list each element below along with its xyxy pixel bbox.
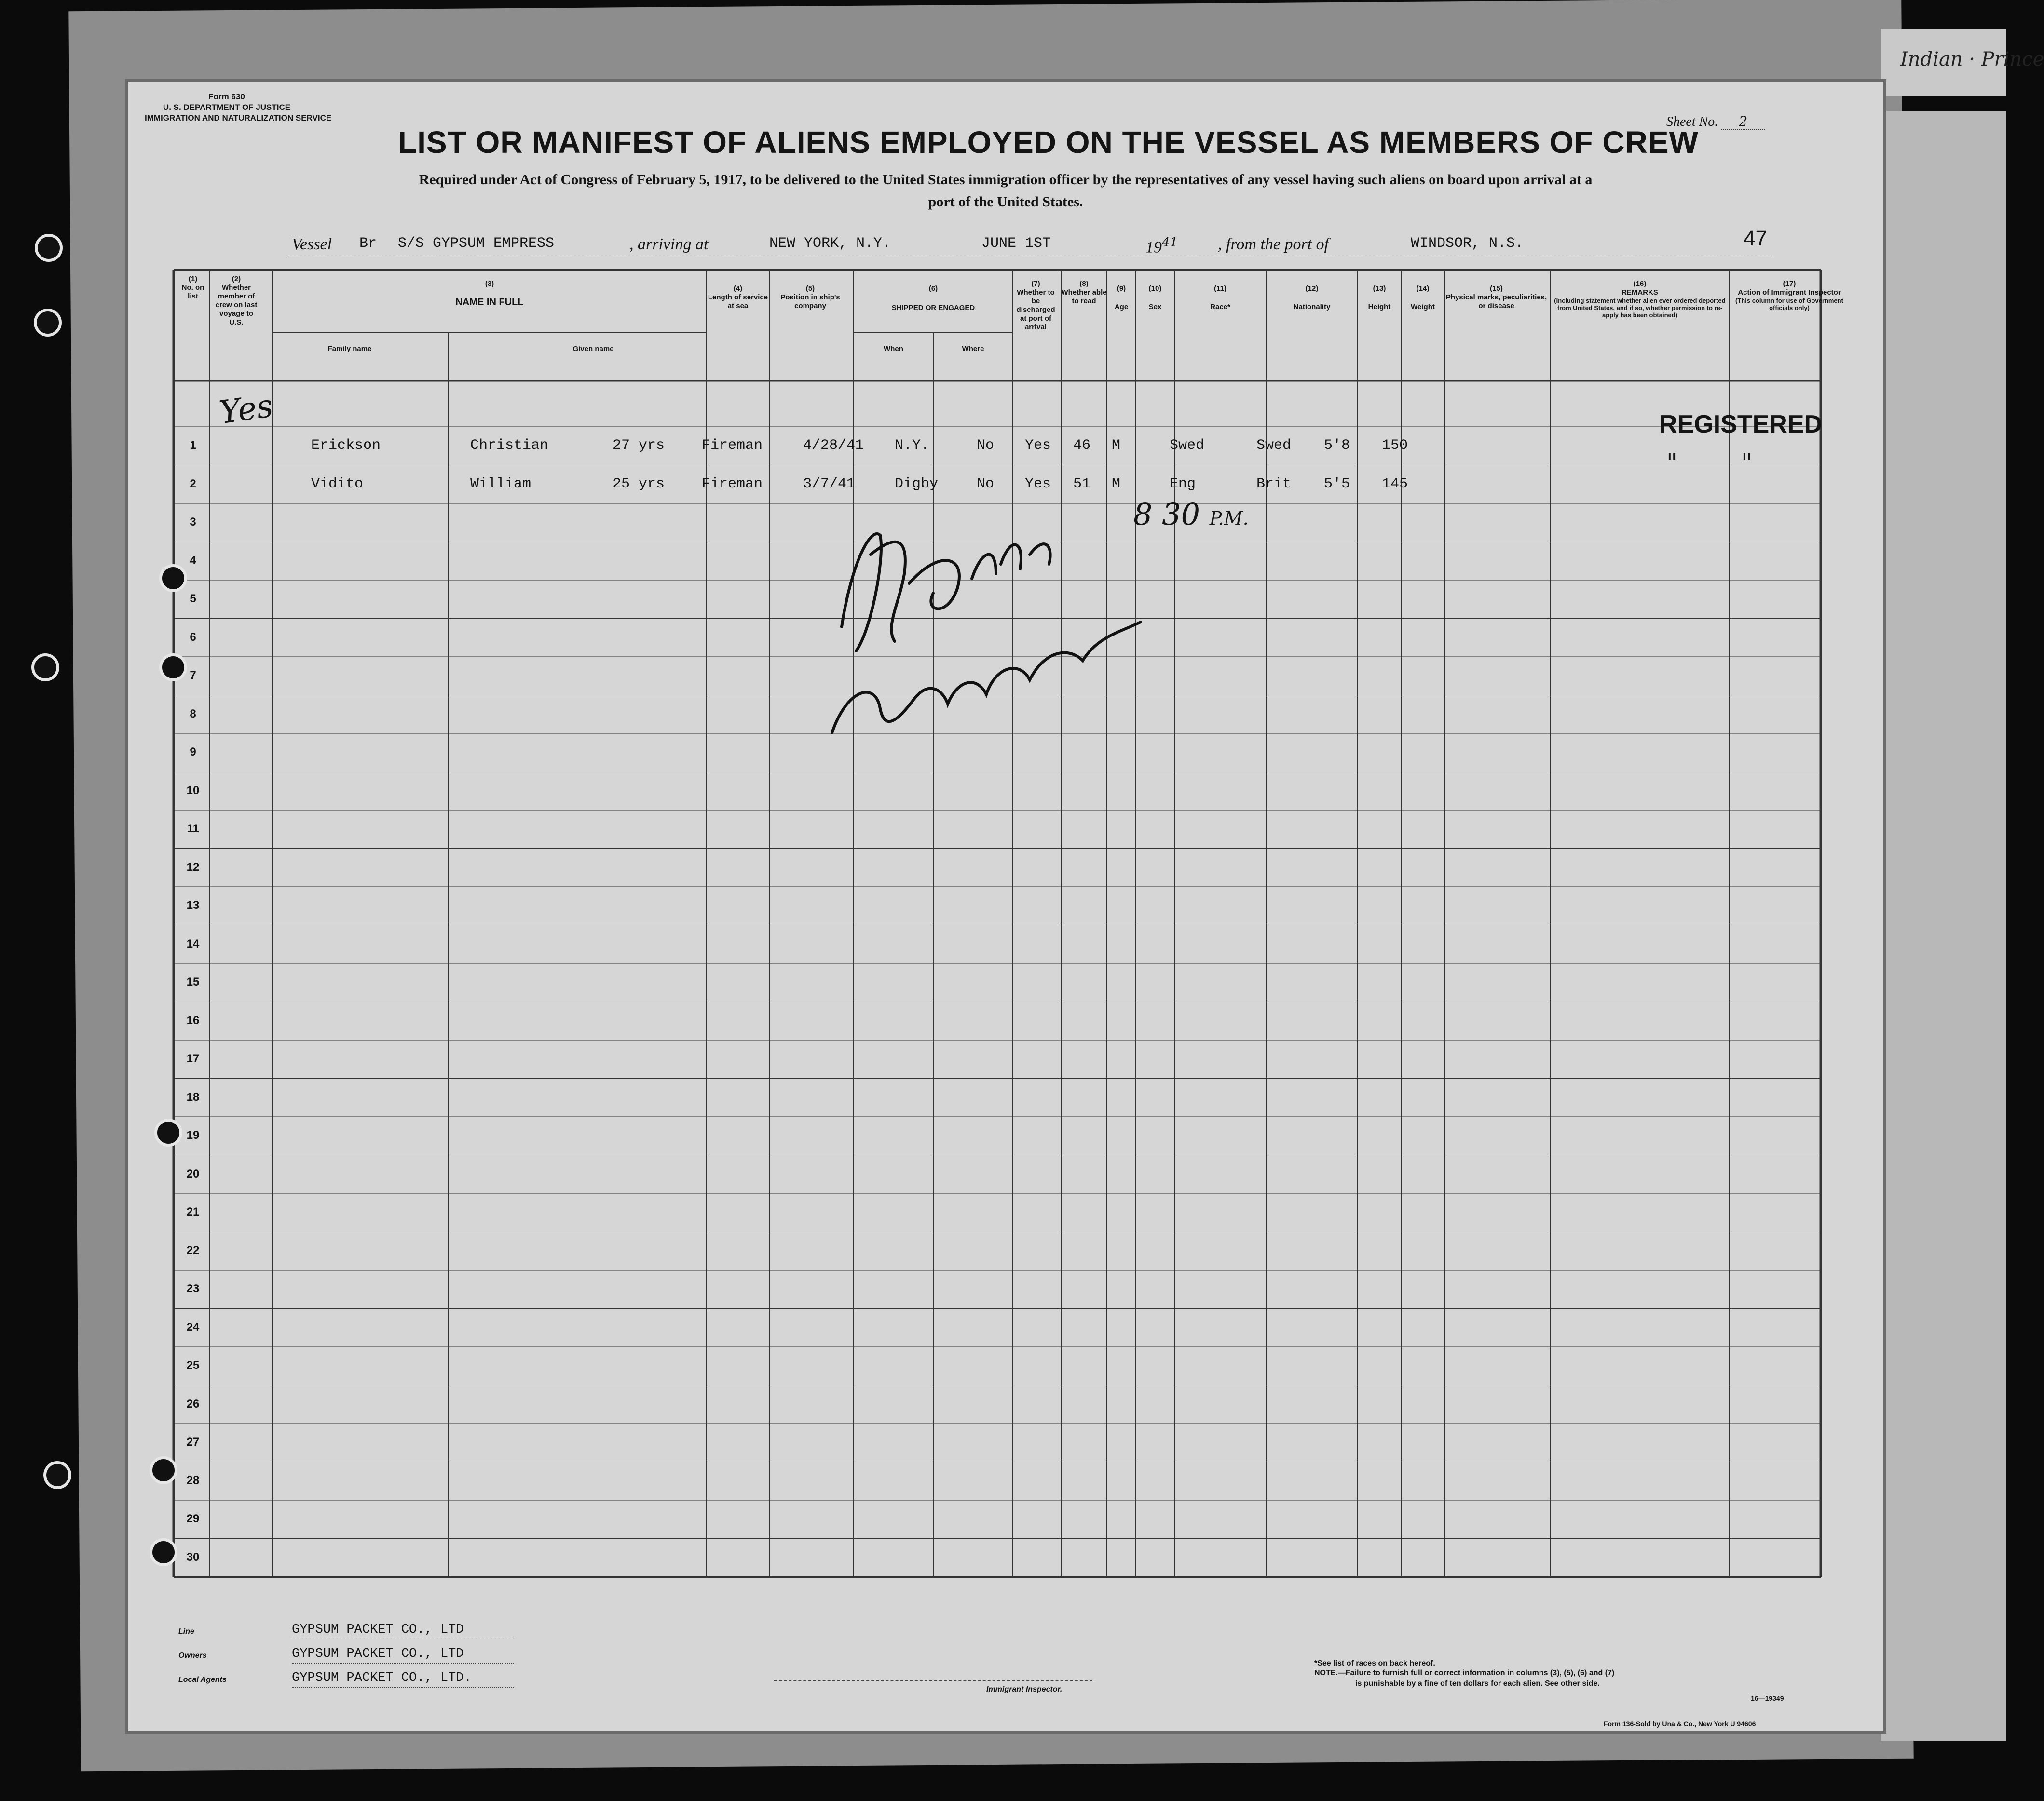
col-5-header: [769, 284, 851, 311]
row-number: 27: [186, 1435, 200, 1449]
col-14-num: (14): [1416, 284, 1430, 293]
col-1-num: (1): [188, 275, 198, 283]
footer-line-label: Line: [178, 1627, 194, 1636]
row-number: 13: [186, 899, 200, 912]
crew-where-cell: N.Y.: [895, 437, 930, 454]
col-15-num: (15): [1490, 284, 1503, 293]
crew-family-cell: Erickson: [311, 437, 381, 454]
crew-age-cell: 51: [1073, 475, 1091, 492]
from-port-label: , from the port of: [1218, 235, 1329, 253]
col-16-sub: (Including statement whether alien ever ordered deported from United States, and if so, whether permission to re-apply has been obtained): [1554, 297, 1726, 319]
crew-given-cell: Christian: [470, 437, 549, 454]
col-7-num: (7): [1031, 280, 1040, 288]
col-12-num: (12): [1305, 284, 1319, 293]
col-11-label: Race*: [1210, 303, 1230, 311]
manifest-page: [128, 82, 1883, 1731]
yes-handwritten: Yes: [217, 387, 275, 432]
punch-hole: [159, 564, 187, 592]
row-number: 15: [186, 975, 200, 989]
row-number: 5: [190, 592, 196, 605]
crew-nationality-cell: Swed: [1256, 437, 1292, 454]
time-value: 8 30: [1133, 497, 1200, 532]
col-4-header: [707, 284, 769, 311]
col-11-header: [1174, 284, 1266, 311]
arrival-port: NEW YORK, N.Y.: [769, 235, 891, 252]
crew-position-cell: Fireman: [702, 437, 763, 454]
crew-when-cell: 4/28/41: [803, 437, 864, 454]
crew-service-cell: 27 yrs: [613, 437, 665, 454]
row-number: 9: [190, 745, 196, 758]
top-note: Indian · Prince: [1900, 48, 2044, 70]
vessel-flag: Br: [359, 235, 377, 252]
col-9-header: [1107, 284, 1136, 311]
from-port: WINDSOR, N.S.: [1411, 235, 1524, 252]
sheet-no-value: 2: [1721, 113, 1765, 130]
row-number: 12: [186, 860, 200, 874]
row-number: 26: [186, 1397, 200, 1410]
punch-hole: [150, 1538, 177, 1566]
row-number: 1: [190, 439, 196, 452]
row-number: 2: [190, 477, 196, 490]
row-number: 19: [186, 1129, 200, 1142]
crew-family-cell: Vidito: [311, 475, 364, 492]
col-9-label: Age: [1114, 303, 1129, 311]
col-8-header: [1061, 280, 1107, 306]
row-number: 20: [186, 1167, 200, 1180]
crew-read-cell: Yes: [1025, 475, 1051, 492]
col-1-header: [176, 275, 210, 301]
punch-hole: [43, 1461, 71, 1489]
col-10-num: (10): [1148, 284, 1162, 293]
col-6-num: (6): [928, 284, 938, 293]
crew-where-cell: Digby: [895, 475, 939, 492]
inspector-label: Immigrant Inspector.: [986, 1685, 1063, 1693]
row-number: 14: [186, 937, 200, 950]
time-suffix: P.M.: [1209, 508, 1249, 529]
row-number: 6: [190, 630, 196, 644]
col-6-when-label: When: [884, 345, 903, 353]
inspector-signature-line: [774, 1680, 1092, 1681]
crew-age-cell: 46: [1073, 437, 1091, 454]
tab-sheet: [1881, 29, 2044, 96]
col-7-header: [1013, 280, 1059, 332]
footer-owners-value: GYPSUM PACKET CO., LTD: [292, 1647, 464, 1661]
punch-hole: [34, 309, 62, 337]
col-4-label: Length of service at sea: [708, 293, 768, 310]
col-8-num: (8): [1079, 280, 1089, 288]
col-2-label: Whether member of crew on last voyage to U.S.: [215, 284, 258, 326]
row-number: 7: [190, 669, 196, 682]
col-16-label: REMARKS: [1622, 288, 1658, 297]
crew-race-cell: Swed: [1170, 437, 1205, 454]
col-17-header: [1729, 280, 1850, 311]
vessel-name: S/S GYPSUM EMPRESS: [398, 235, 555, 252]
col-6-label: SHIPPED OR ENGAGED: [891, 304, 975, 312]
col-17-sub: (This column for use of Government officials only): [1735, 297, 1843, 311]
punch-hole: [150, 1456, 177, 1484]
footer-line-value: GYPSUM PACKET CO., LTD: [292, 1623, 464, 1637]
row-number: 11: [187, 822, 199, 835]
row-number: 21: [186, 1205, 200, 1219]
punch-hole: [35, 234, 63, 262]
printer-imprint: Form 136-Sold by Una & Co., New York U 94606: [1604, 1720, 1756, 1728]
col-15-header: [1444, 284, 1548, 311]
row-number: 30: [186, 1550, 200, 1564]
footer-owners-rule: [292, 1663, 514, 1664]
service: IMMIGRATION AND NATURALIZATION SERVICE: [145, 113, 332, 122]
col-4-num: (4): [733, 284, 743, 293]
crew-race-cell: Eng: [1170, 475, 1196, 492]
row-number: 3: [190, 515, 196, 528]
col-12-label: Nationality: [1293, 303, 1331, 311]
row-number: 18: [186, 1090, 200, 1104]
row-number: 29: [186, 1512, 200, 1525]
col-3-header: [273, 280, 707, 307]
right-sheet-edge: [1881, 111, 2006, 1741]
col-2-num: (2): [232, 275, 241, 283]
crew-service-cell: 25 yrs: [613, 475, 665, 492]
col-3-family-label: Family name: [327, 345, 372, 353]
year-prefix: 19: [1145, 238, 1162, 257]
crew-discharged-cell: No: [977, 437, 995, 454]
footnote-penalty-1: NOTE.—Failure to furnish full or correct information in columns (3), (5), (6) and (7): [1314, 1669, 1615, 1677]
crew-weight-cell: 145: [1382, 475, 1408, 492]
subtitle-line-2: port of the United States.: [928, 194, 1083, 210]
row-number: 10: [186, 784, 200, 797]
col-3-label: NAME IN FULL: [455, 297, 524, 308]
arrival-date: JUNE 1ST: [981, 235, 1051, 252]
col-13-label: Height: [1368, 303, 1391, 311]
department: U. S. DEPARTMENT OF JUSTICE: [163, 103, 291, 112]
col-14-label: Weight: [1411, 303, 1435, 311]
footnote-penalty-2: is punishable by a fine of ten dollars for each alien. See other side.: [1355, 1679, 1600, 1688]
row-number: 23: [186, 1282, 200, 1295]
col-9-num: (9): [1117, 284, 1126, 293]
form-code: 16—19349: [1751, 1694, 1784, 1702]
form-number: Form 630: [208, 92, 245, 101]
col-5-num: (5): [805, 284, 815, 293]
crew-height-cell: 5'8: [1324, 437, 1350, 454]
punch-hole: [154, 1119, 182, 1147]
col-17-num: (17): [1783, 280, 1796, 288]
col-12-header: [1266, 284, 1358, 311]
col-1-label: No. on list: [181, 284, 204, 300]
footer-agents-label: Local Agents: [178, 1676, 227, 1684]
row-number: 28: [186, 1474, 200, 1487]
crew-sex-cell: M: [1112, 437, 1121, 454]
col-3-given-label: Given name: [572, 345, 614, 353]
subtitle-line-1: Required under Act of Congress of February 5, 1917, to be delivered to the United States immigration officer by the representatives of any vessel having such aliens on board upon arrival at a: [419, 172, 1593, 188]
crew-weight-cell: 150: [1382, 437, 1408, 454]
registered-stamp: REGISTERED: [1659, 410, 1823, 438]
crew-position-cell: Fireman: [702, 475, 763, 492]
row-number: 8: [190, 707, 196, 720]
col-17-label: Action of Immigrant Inspector: [1738, 288, 1841, 297]
arriving-label: , arriving at: [629, 235, 709, 253]
col-14-header: [1401, 284, 1444, 311]
row-number: 24: [186, 1320, 200, 1334]
footnote-races: *See list of races on back hereof.: [1314, 1659, 1435, 1667]
col-7-label: Whether to be discharged at port of arrival: [1016, 288, 1055, 331]
sheet-label: Sheet No.: [1666, 114, 1718, 129]
col-5-label: Position in ship's company: [780, 293, 840, 310]
crew-sex-cell: M: [1112, 475, 1121, 492]
year-suffix: 41: [1162, 235, 1178, 250]
row-number: 16: [186, 1014, 200, 1027]
col-16-num: (16): [1633, 280, 1647, 288]
col-11-num: (11): [1214, 284, 1226, 293]
col-16-header: [1553, 280, 1727, 319]
col-6-where-label: Where: [962, 345, 984, 353]
manifest-grid: [128, 82, 1883, 1731]
row-number: 17: [186, 1052, 200, 1065]
crew-discharged-cell: No: [977, 475, 995, 492]
col-8-label: Whether able to read: [1061, 288, 1107, 305]
crew-nationality-cell: Brit: [1256, 475, 1292, 492]
footer-agents-rule: [292, 1687, 514, 1688]
col-2-header: [212, 275, 260, 327]
page-stamp-number: 47: [1744, 227, 1767, 250]
punch-hole: [31, 653, 59, 681]
inspector-signature: [813, 506, 1160, 757]
vessel-label: Vessel: [292, 235, 332, 253]
col-10-label: Sex: [1148, 303, 1162, 311]
crew-given-cell: William: [470, 475, 531, 492]
punch-hole: [159, 653, 187, 681]
crew-height-cell: 5'5: [1324, 475, 1350, 492]
crew-when-cell: 3/7/41: [803, 475, 856, 492]
col-15-label: Physical marks, peculiarities, or disease: [1445, 293, 1547, 310]
row-number: 25: [186, 1359, 200, 1372]
footer-owners-label: Owners: [178, 1652, 207, 1660]
col-13-num: (13): [1373, 284, 1386, 293]
col-10-header: [1136, 284, 1174, 311]
page-title: LIST OR MANIFEST OF ALIENS EMPLOYED ON THE VESSEL AS MEMBERS OF CREW: [398, 125, 1699, 160]
ditto-mark-1: ": [1666, 448, 1677, 476]
row-number: 4: [190, 554, 196, 567]
col-13-header: [1358, 284, 1401, 311]
col-3-num: (3): [485, 280, 494, 288]
footer-agents-value: GYPSUM PACKET CO., LTD.: [292, 1671, 472, 1685]
row-number: 22: [186, 1244, 200, 1257]
crew-read-cell: Yes: [1025, 437, 1051, 454]
col-6-header: [854, 284, 1013, 312]
ditto-mark-2: ": [1741, 448, 1752, 476]
